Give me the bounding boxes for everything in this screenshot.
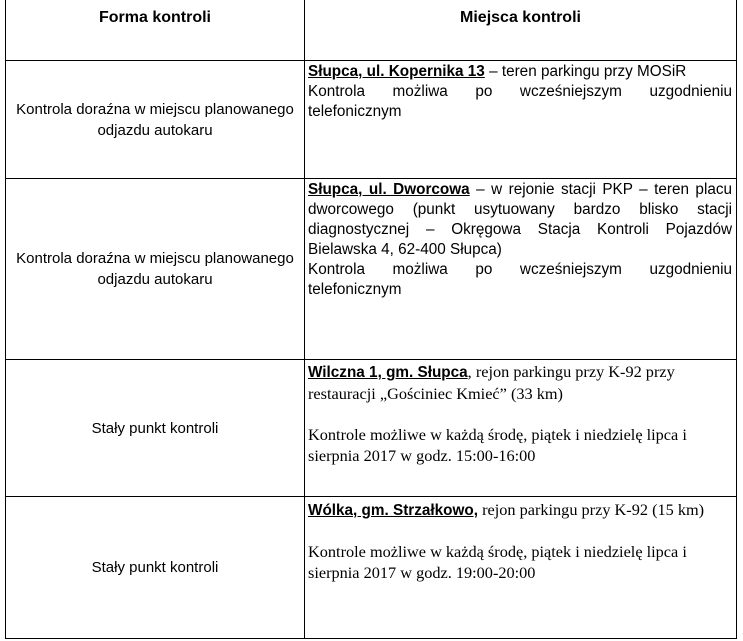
location-description: – w rejonie stacji PKP – teren placu dworcowego (punkt usytuowany bardzo blisko stacji diagnostycznej – Okręgowa Stacja Kontroli Pojazdów Bielawska 4, 62-400 Słupca) <box>308 181 733 258</box>
column-divider <box>736 0 737 639</box>
location-name: Słupca, ul. Kopernika 13 <box>308 63 485 80</box>
form-cell <box>7 179 303 359</box>
location-note: Kontrola możliwa po wcześniejszym uzgodnieniu telefonicznym <box>308 261 732 298</box>
location-line <box>308 62 732 82</box>
form-text: Kontrola doraźna w miejscu planowanego odjazdu autokaru <box>16 250 294 288</box>
form-cell <box>7 360 303 496</box>
location-name: Wilczna 1, gm. Słupca <box>308 364 468 381</box>
place-cell <box>308 62 732 122</box>
form-text: Stały punkt kontroli <box>91 559 219 576</box>
location-name: Słupca, ul. Dworcowa <box>308 181 470 198</box>
header-places <box>305 0 736 60</box>
header-places-label: Miejsca kontroli <box>460 9 581 26</box>
location-line <box>308 361 732 404</box>
location-note: Kontrole możliwe w każdą środę, piątek i niedzielę lipca i sierpnia 2017 w godz. 15:00-16:00 <box>308 425 687 465</box>
column-divider <box>304 0 305 639</box>
form-text: Kontrola doraźna w miejscu planowanego odjazdu autokaru <box>16 100 294 139</box>
header-form-label: Forma kontroli <box>98 9 211 26</box>
location-description: , rejon parkingu przy K-92 przy restauracji „Gościniec Kmieć” (33 km) <box>308 362 675 403</box>
location-description: rejon parkingu przy K-92 (15 km) <box>478 500 705 519</box>
location-description: – teren parkingu przy MOSiR <box>484 63 687 80</box>
place-cell <box>308 180 732 300</box>
place-cell <box>308 361 732 466</box>
location-note: Kontrola możliwa po wcześniejszym uzgodnieniu telefonicznym <box>308 83 732 120</box>
form-cell <box>7 497 303 638</box>
column-divider <box>5 0 6 639</box>
location-line <box>308 180 732 260</box>
location-note: Kontrole możliwe w każdą środę, piątek i niedzielę lipca i sierpnia 2017 w godz. 19:00-20:00 <box>308 542 687 582</box>
location-name: Wólka, gm. Strzałkowo, <box>308 502 478 519</box>
form-text: Stały punkt kontroli <box>91 419 219 437</box>
header-form <box>6 0 304 60</box>
row-divider <box>5 638 737 639</box>
location-line <box>308 499 732 521</box>
form-cell <box>7 61 303 178</box>
place-cell <box>308 499 732 583</box>
